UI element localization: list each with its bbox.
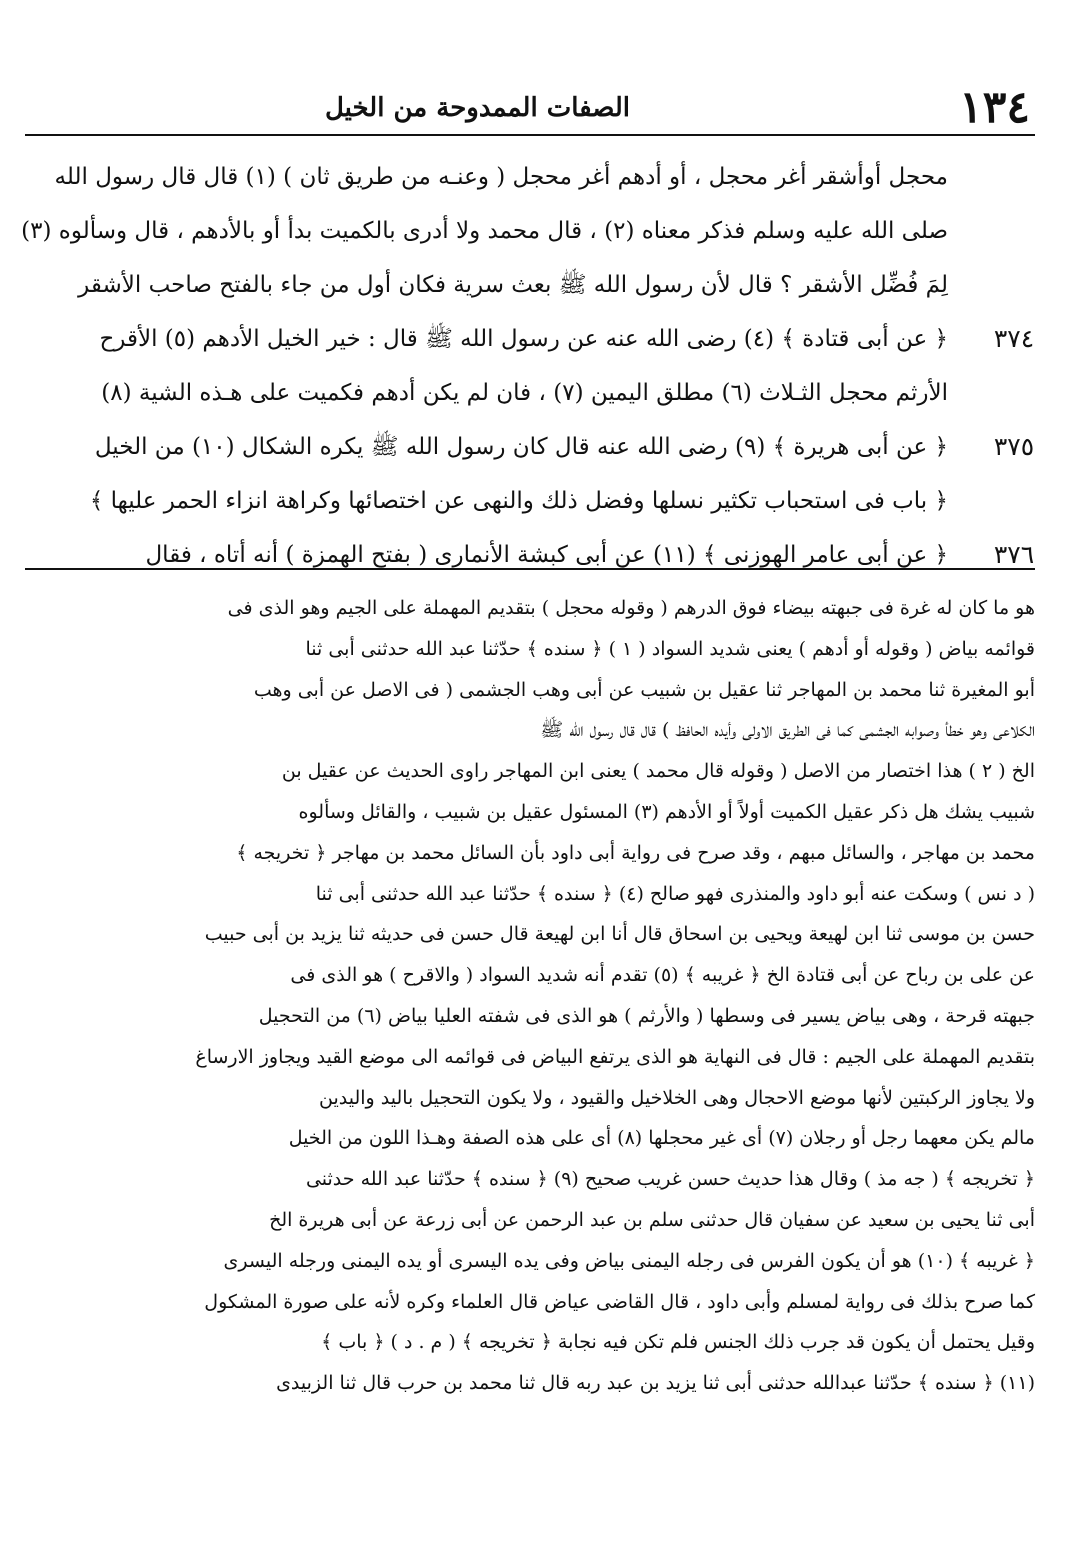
header-rule [25,134,1035,136]
footnote-line: الخ ( ٢ ) هذا اختصار من الاصل ( وقوله قال محمد ) يعنى ابن المهاجر راوى الحديث عن عقيل بن [281,760,1035,783]
footnote-line: محمد بن مهاجر ، والسائل مبهم ، وقد صرح فى رواية أبى داود بأن السائل محمد بن مهاجر ﴿ تخريجه ﴾ [236,841,1035,864]
footnote-line: جبهته قرحة ، وهى بياض يسير فى وسطها ( والأرثم ) هو الذى فى شفته العليا بياض (٦) من التحجيل [258,1004,1035,1027]
footnote-line: مالم يكن معهما رجل أو رجلان (٧) أى غير محجلها (٨) أى على هذه الصفة وهـذا اللون من الخيل [288,1127,1035,1150]
footnote-line: ﴿ تخريجه ﴾ ( جه مذ ) وقال هذا حديث حسن غريب صحيح (٩) ﴿ سنده ﴾ حدّثنا عبد الله حدثنى [305,1168,1035,1191]
hadith-number: ٣٧٥ [993,432,1035,461]
text-line [30,150,1060,204]
footnote-line: كما صرح بذلك فى رواية لمسلم وأبى داود ، قال القاضى عياض قال العلماء وكره لأنه على صورة المشكول [204,1290,1035,1313]
text-line [30,528,1060,582]
footnote-line: الكلاعى وهو خطأ وصوابه الجشمى كما فى الطريق الاولى وأيده الحافظ ) قال قال رسول الله ﷺ [540,719,1035,742]
footnote-line: عن على بن رباح عن أبى قتادة الخ ﴿ غريبه ﴾ (٥) تقدم أنه شديد السواد ( والاقرح ) هو الذى فى [290,964,1035,987]
line-text: الأرثم محجل الثـلاث (٦) مطلق اليمين (٧) ، فان لم يكن أدهم فكميت على هـذه الشية (٨) [101,380,948,406]
hadith-number: ٣٧٤ [993,324,1035,353]
chapter-heading [30,474,1060,528]
footnote-line: ﴿ غريبه ﴾ (١٠) هو أن يكون الفرس فى رجله اليمنى بياض وفى يده اليسرى أو يده اليمنى ورجله اليسرى [223,1249,1035,1272]
line-text: ﴿ عن أبى قتادة ﴾ (٤) رضى الله عنه عن رسول الله ﷺ قال : خير الخيل الأدهم (٥) الأقرح [99,326,948,352]
footnote-line: وقيل يحتمل أن يكون قد جرب ذلك الجنس فلم تكن فيه نجابة ﴿ تخريجه ﴾ ( م . د ) ﴿ باب ﴾ [321,1331,1035,1354]
page-number: ١٣٤ [959,82,1030,133]
footnote-line: (١١) ﴿ سنده ﴾ حدّثنا عبدالله حدثنى أبى ثنا يزيد بن عبد ربه قال ثنا محمد بن حرب قال ثنا الزبيدى [276,1372,1035,1395]
line-text: صلى الله عليه وسلم فذكر معناه (٢) ، قال محمد ولا أدرى بالكميت بدأ أو بالأدهم ، قال وسألوه (٣) [21,218,948,244]
footnote-line: حسن بن موسى ثنا ابن لهيعة ويحيى بن اسحاق قال أنا ابن لهيعة قال حسن فى حديثه ثنا يزيد بن أبى حبيب [204,923,1035,946]
page-header [30,82,1030,134]
footnote-line: شبيب يشك هل ذكر عقيل الكميت أولاً أو الأدهم (٣) المسئول عقيل بن شبيب ، والقائل وسألوه [298,800,1035,823]
line-text: ﴿ عن أبى هريرة ﴾ (٩) رضى الله عنه قال كان رسول الله ﷺ يكره الشكال (١٠) من الخيل [94,434,948,460]
footnote-line: قوائمه بياض ( وقوله أو أدهم ) يعنى شديد السواد ( ١ ) ﴿ سنده ﴾ حدّثنا عبد الله حدثنى أبى ثنا [305,637,1035,660]
line-text: ﴿ عن أبى عامر الهوزنى ﴾ (١١) عن أبى كبشة الأنمارى ( بفتح الهمزة ) أنه أتاه ، فقال [145,542,948,568]
hadith-number: ٣٧٦ [993,540,1035,569]
footnote-line: بتقديم المهملة على الجيم : قال فى النهاية هو الذى يرتفع البياض فى قوائمه الى موضع القيد ويجاوز الارساغ [195,1045,1035,1068]
footnote-line: ( د نس ) وسكت عنه أبو داود والمنذرى فهو صالح (٤) ﴿ سنده ﴾ حدّثنا عبد الله حدثنى أبى ثنا [315,882,1035,905]
line-text: ﴿ باب فى استحباب تكثير نسلها وفضل ذلك والنهى عن اختصائها وكراهة انزاء الحمر عليها ﴾ [89,488,948,514]
text-line [21,204,1060,258]
footnote-line: أبو المغيرة ثنا محمد بن المهاجر ثنا عقيل بن شبيب عن أبى وهب الجشمى ( فى الاصل عن أبى وهب [253,678,1035,701]
main-text [21,150,1060,582]
line-text: لِمَ فُضِّل الأشقر ؟ قال لأن رسول الله ﷺ بعث سرية فكان أول من جاء بالفتح صاحب الأشقر [78,272,948,298]
running-title: الصفات الممدوحة من الخيل [324,93,630,123]
footnote-line: أبى ثنا يحيى بن سعيد عن سفيان قال حدثنى سلم بن عبد الرحمن عن أبى زرعة عن أبى هريرة الخ [269,1208,1035,1231]
footnote-separator [25,568,1035,570]
text-line [30,312,1060,366]
footnote-line: ولا يجاوز الركبتين لأنها موضع الاحجال وهى الخلاخيل والقيود ، ولا يكون التحجيل باليد واليدين [319,1086,1035,1109]
text-line [30,366,1060,420]
text-line [30,258,1060,312]
line-text: محجل أوأشقر أغر محجل ، أو أدهم أغر محجل ( وعنـه من طريق ثان ) (١) قال قال رسول الله [54,164,948,190]
footnote-line: هو ما كان له غرة فى جبهته بيضاء فوق الدرهم ( وقوله محجل ) بتقديم المهملة على الجيم وهو الذى فى [227,597,1035,619]
footnotes [65,588,1035,1404]
text-line [30,420,1060,474]
